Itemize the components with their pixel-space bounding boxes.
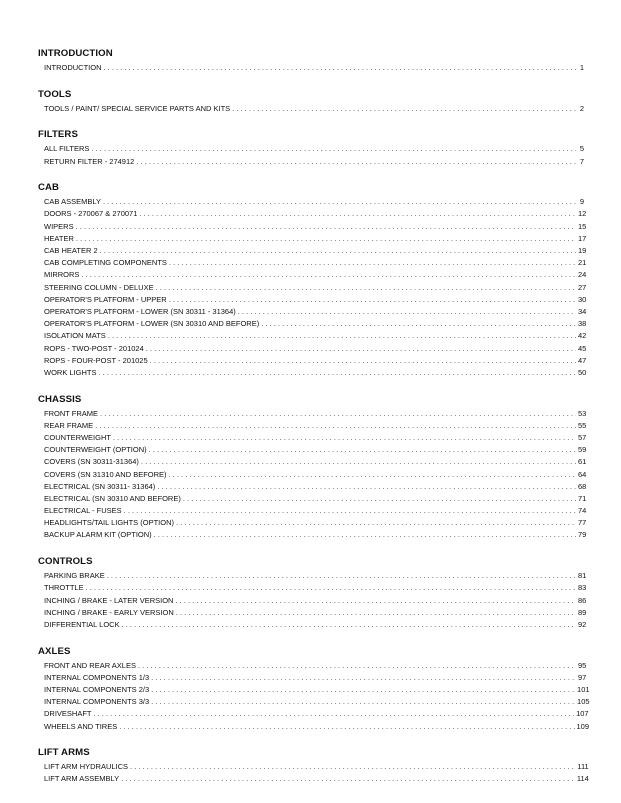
toc-entry-page-number: 30 xyxy=(578,294,587,304)
toc-entry-label: TOOLS / PAINT/ SPECIAL SERVICE PARTS AND KITS xyxy=(44,103,231,113)
toc-entry[interactable] xyxy=(38,570,587,582)
toc-entry-page-number: 53 xyxy=(578,408,587,418)
toc-entry-label: COUNTERWEIGHT xyxy=(44,432,111,442)
section-title: LIFT ARMS xyxy=(38,747,90,759)
toc-entry-label: OPERATOR'S PLATFORM - LOWER (SN 30311 - 31364) xyxy=(44,306,236,316)
toc-entry-label: ROPS - FOUR-POST - 201025 xyxy=(44,355,148,365)
dot-leader xyxy=(238,306,576,318)
toc-entry-label: STEERING COLUMN - DELUXE xyxy=(44,282,154,292)
toc-entry[interactable] xyxy=(38,221,587,233)
toc-section xyxy=(38,129,584,167)
toc-entry-page-number: 86 xyxy=(578,595,587,605)
dot-leader xyxy=(169,257,576,269)
toc-entry-label: FRONT FRAME xyxy=(44,408,99,418)
toc-entry-label: COVERS (SN 30311-31364) xyxy=(44,457,139,467)
toc-entry-label: ALL FILTERS xyxy=(44,144,90,154)
toc-entry[interactable] xyxy=(38,208,587,220)
toc-entry-label: PARKING BRAKE xyxy=(44,571,105,581)
toc-entry-page-number: 114 xyxy=(576,774,589,784)
toc-entry-label: INCHING / BRAKE - EARLY VERSION xyxy=(44,607,174,617)
toc-entry[interactable] xyxy=(38,156,584,168)
toc-entry[interactable] xyxy=(38,761,589,773)
dot-leader xyxy=(130,761,575,773)
toc-entry[interactable] xyxy=(38,619,587,631)
dot-leader xyxy=(156,282,576,294)
toc-entry-label: ELECTRICAL (SN 30310 AND BEFORE) xyxy=(44,493,181,503)
dot-leader xyxy=(150,355,576,367)
toc-entry[interactable] xyxy=(38,257,587,269)
toc-entry-page-number: 83 xyxy=(578,583,587,593)
toc-entry-page-number: 109 xyxy=(576,721,590,731)
toc-entry-label: ISOLATION MATS xyxy=(44,331,106,341)
toc-entry-page-number: 89 xyxy=(578,607,587,617)
dot-leader xyxy=(113,432,576,444)
toc-entry[interactable] xyxy=(38,318,587,330)
toc-entry-page-number: 42 xyxy=(578,331,587,341)
toc-entry-label: RETURN FILTER - 274912 xyxy=(44,156,135,166)
toc-entry[interactable] xyxy=(38,582,587,594)
toc-entry-page-number: 34 xyxy=(578,306,587,316)
toc-entry-label: OPERATOR'S PLATFORM - LOWER (SN 30310 AND BEFORE) xyxy=(44,319,260,329)
toc-entry-page-number: 59 xyxy=(578,445,587,455)
dot-leader xyxy=(76,233,576,245)
toc-entry[interactable] xyxy=(38,721,590,733)
toc-entry-page-number: 55 xyxy=(578,420,587,430)
toc-entry-page-number: 57 xyxy=(578,432,587,442)
toc-entry-page-number: 74 xyxy=(578,506,587,516)
toc-entry[interactable] xyxy=(38,595,587,607)
toc-entry[interactable] xyxy=(38,103,584,115)
toc-entry-page-number: 61 xyxy=(578,457,587,467)
dot-leader xyxy=(139,208,576,220)
section-title: CONTROLS xyxy=(38,556,93,568)
toc-entry-page-number: 77 xyxy=(578,518,587,528)
toc-section xyxy=(38,182,587,379)
toc-entry-page-number: 71 xyxy=(578,493,587,503)
toc-entry-page-number: 45 xyxy=(578,343,587,353)
section-title: TOOLS xyxy=(38,88,72,100)
dot-leader xyxy=(122,619,576,631)
toc-entry-page-number: 97 xyxy=(578,672,587,682)
toc-entry-label: WHEELS AND TIRES xyxy=(44,721,118,731)
dot-leader xyxy=(86,582,576,594)
dot-leader xyxy=(136,156,576,168)
toc-entry[interactable] xyxy=(38,456,587,468)
toc-entry-page-number: 79 xyxy=(578,530,587,540)
toc-entry-label: COUNTERWEIGHT (OPTION) xyxy=(44,445,147,455)
dot-leader xyxy=(124,505,576,517)
toc-entry-label: BACKUP ALARM KIT (OPTION) xyxy=(44,530,152,540)
dot-leader xyxy=(95,420,576,432)
table-of-contents xyxy=(38,48,590,800)
toc-entry[interactable] xyxy=(38,408,587,420)
dot-leader xyxy=(232,103,576,115)
toc-entry-label: CAB COMPLETING COMPONENTS xyxy=(44,258,167,268)
toc-entry-label: THROTTLE xyxy=(44,583,84,593)
toc-entry-page-number: 27 xyxy=(578,282,587,292)
section-title: FILTERS xyxy=(38,129,78,141)
toc-entry-label: COVERS (SN 31310 AND BEFORE) xyxy=(44,469,167,479)
dot-leader xyxy=(94,708,575,720)
toc-section xyxy=(38,747,589,785)
toc-entry-label: ELECTRICAL (SN 30311- 31364) xyxy=(44,481,156,491)
toc-entry-page-number: 2 xyxy=(579,103,584,113)
toc-entry-label: MIRRORS xyxy=(44,270,80,280)
dot-leader xyxy=(91,143,576,155)
toc-entry-page-number: 105 xyxy=(577,697,590,707)
toc-entry-page-number: 107 xyxy=(576,709,589,719)
toc-entry[interactable] xyxy=(38,143,584,155)
toc-entry-page-number: 17 xyxy=(578,233,587,243)
toc-entry[interactable] xyxy=(38,269,587,281)
dot-leader xyxy=(151,696,575,708)
toc-entry[interactable] xyxy=(38,294,587,306)
toc-entry[interactable] xyxy=(38,672,587,684)
toc-section xyxy=(38,393,587,542)
dot-leader xyxy=(175,595,576,607)
toc-entry-label: DOORS - 270067 & 270071 xyxy=(44,209,138,219)
toc-entry[interactable] xyxy=(38,529,587,541)
toc-entry[interactable] xyxy=(38,355,587,367)
toc-entry[interactable] xyxy=(38,684,590,696)
toc-entry-label: CAB HEATER 2 xyxy=(44,246,98,255)
dot-leader xyxy=(107,570,576,582)
toc-entry[interactable] xyxy=(38,481,587,493)
dot-leader xyxy=(169,294,576,306)
toc-entry-page-number: 95 xyxy=(578,660,587,670)
dot-leader xyxy=(154,529,576,541)
toc-entry-label: WIPERS xyxy=(44,221,74,231)
toc-section xyxy=(38,556,587,631)
toc-entry-page-number: 38 xyxy=(578,319,587,329)
toc-entry-label: INTERNAL COMPONENTS 2/3 xyxy=(44,684,150,694)
section-title: CHASSIS xyxy=(38,393,82,405)
toc-entry[interactable] xyxy=(38,282,587,294)
toc-entry-label: REAR FRAME xyxy=(44,420,94,430)
dot-leader xyxy=(157,481,576,493)
section-title: AXLES xyxy=(38,645,71,657)
toc-entry[interactable] xyxy=(38,708,589,720)
toc-entry-page-number: 12 xyxy=(578,209,587,219)
dot-leader xyxy=(103,196,576,208)
toc-entry-label: ELECTRICAL - FUSES xyxy=(44,506,122,516)
toc-entry-label: INCHING / BRAKE - LATER VERSION xyxy=(44,595,174,605)
toc-entry-label: INTERNAL COMPONENTS 1/3 xyxy=(44,672,150,682)
toc-entry-label: LIFT ARM ASSEMBLY xyxy=(44,774,120,784)
toc-section xyxy=(38,645,590,733)
toc-entry-page-number: 111 xyxy=(577,762,589,772)
toc-entry[interactable] xyxy=(38,62,584,74)
dot-leader xyxy=(138,660,576,672)
dot-leader xyxy=(76,221,576,233)
dot-leader xyxy=(100,245,576,257)
toc-entry-page-number: 9 xyxy=(579,197,584,207)
toc-entry-page-number: 5 xyxy=(579,144,584,154)
toc-entry[interactable] xyxy=(38,696,590,708)
toc-entry[interactable] xyxy=(38,367,587,379)
toc-entry[interactable] xyxy=(38,773,589,785)
section-title: CAB xyxy=(38,182,60,194)
toc-entry[interactable] xyxy=(38,505,587,517)
toc-entry[interactable] xyxy=(38,517,587,529)
toc-entry-label: DIFFERENTIAL LOCK xyxy=(44,619,120,629)
dot-leader xyxy=(104,62,577,74)
toc-entry-page-number: 47 xyxy=(578,355,587,365)
dot-leader xyxy=(99,367,576,379)
dot-leader xyxy=(151,672,576,684)
dot-leader xyxy=(169,469,576,481)
dot-leader xyxy=(183,493,576,505)
toc-entry-label: INTRODUCTION xyxy=(44,63,102,72)
toc-entry-page-number: 1 xyxy=(579,63,584,72)
dot-leader xyxy=(81,269,576,281)
toc-entry[interactable] xyxy=(38,196,584,208)
toc-entry-label: DRIVESHAFT xyxy=(44,709,92,719)
toc-entry-label: HEATER xyxy=(44,233,74,243)
toc-entry-page-number: 7 xyxy=(579,156,584,166)
toc-entry-page-number: 50 xyxy=(578,367,587,377)
toc-entry-page-number: 24 xyxy=(578,270,587,280)
dot-leader xyxy=(100,408,576,420)
toc-entry[interactable] xyxy=(38,444,587,456)
toc-entry-page-number: 21 xyxy=(578,258,587,268)
toc-section xyxy=(38,89,584,115)
toc-entry[interactable] xyxy=(38,343,587,355)
section-title: INTRODUCTION xyxy=(38,48,113,59)
toc-entry-page-number: 101 xyxy=(577,684,590,694)
toc-entry-label: FRONT AND REAR AXLES xyxy=(44,660,136,670)
toc-entry-label: ROPS - TWO-POST - 201024 xyxy=(44,343,144,353)
dot-leader xyxy=(121,773,575,785)
toc-entry[interactable] xyxy=(38,306,587,318)
toc-entry-page-number: 19 xyxy=(578,246,587,255)
toc-entry-page-number: 81 xyxy=(578,571,587,581)
toc-entry-label: CAB ASSEMBLY xyxy=(44,197,101,207)
toc-entry-label: INTERNAL COMPONENTS 3/3 xyxy=(44,697,150,707)
toc-entry-label: OPERATOR'S PLATFORM - UPPER xyxy=(44,294,167,304)
toc-entry[interactable] xyxy=(38,420,587,432)
dot-leader xyxy=(261,318,576,330)
toc-entry[interactable] xyxy=(38,233,587,245)
toc-entry[interactable] xyxy=(38,469,587,481)
toc-entry[interactable] xyxy=(38,493,587,505)
dot-leader xyxy=(176,517,576,529)
dot-leader xyxy=(141,456,576,468)
dot-leader xyxy=(176,607,576,619)
toc-entry-label: WORK LIGHTS xyxy=(44,367,97,377)
toc-entry-label: HEADLIGHTS/TAIL LIGHTS (OPTION) xyxy=(44,518,175,528)
toc-entry-label: LIFT ARM HYDRAULICS xyxy=(44,762,129,772)
dot-leader xyxy=(108,330,576,342)
dot-leader xyxy=(146,343,576,355)
toc-entry[interactable] xyxy=(38,330,587,342)
toc-section xyxy=(38,48,584,74)
toc-entry[interactable] xyxy=(38,432,587,444)
toc-entry-page-number: 64 xyxy=(578,469,587,479)
toc-entry-page-number: 15 xyxy=(578,221,587,231)
dot-leader xyxy=(119,721,574,733)
dot-leader xyxy=(149,444,576,456)
dot-leader xyxy=(151,684,575,696)
toc-entry[interactable] xyxy=(38,607,587,619)
toc-entry-page-number: 68 xyxy=(578,481,587,491)
toc-entry-page-number: 92 xyxy=(578,619,587,629)
toc-entry[interactable] xyxy=(38,245,587,257)
toc-entry[interactable] xyxy=(38,660,587,672)
